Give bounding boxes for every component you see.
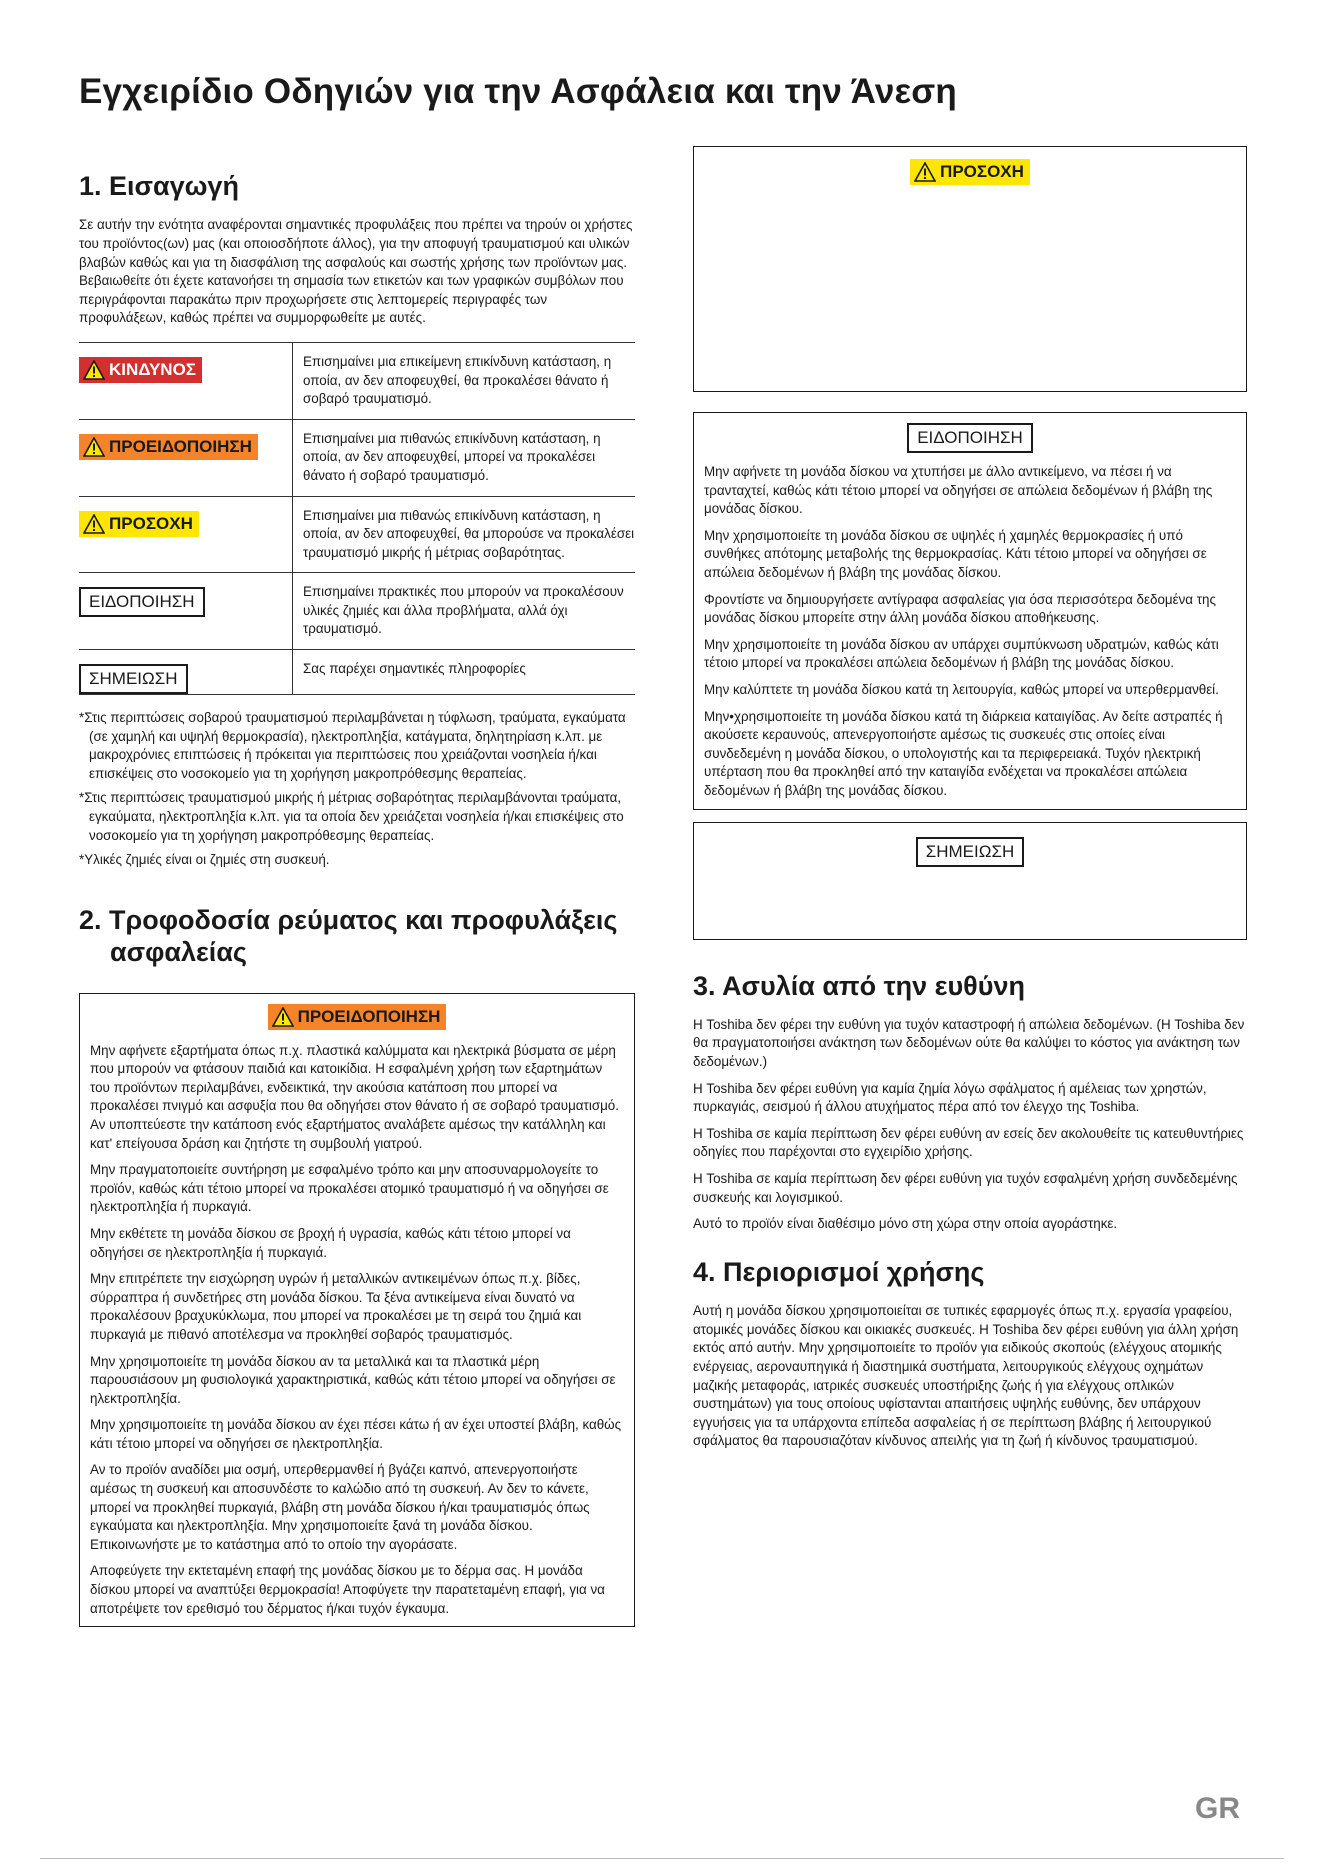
warning-triangle-icon [914,162,936,182]
section3-paragraph: Η Toshiba δεν φέρει την ευθύνη για τυχόν καταστροφή ή απώλεια δεδομένων. (Η Toshiba δεν θα πραγματοποιήσει ανάκτηση των δεδομένων ούτε θα καλύψει το κόστος για ανάκτηση των δεδομένων.) [693,1016,1245,1070]
warning-triangle-icon [83,360,105,380]
signal-word-legend [79,342,635,695]
warning-paragraph: Μην χρησιμοποιείτε τη μονάδα δίσκου αν τα μεταλλικά και τα πλαστικά μέρη παρουσιάσουν μη φυσιολογικά χαρακτηριστικά, καθώς κάτι τέτοιο μπορεί να οδηγήσει σε ηλεκτροπληξία. [90,1353,616,1406]
caution-badge [910,159,1030,185]
warning-badge [79,434,258,460]
danger-badge [79,357,202,383]
note-description: Σας παρέχει σημαντικές πληροφορίες [303,661,526,677]
right-column [693,146,1247,1459]
section2-heading [79,904,635,969]
section3-paragraph: Η Toshiba δεν φέρει ευθύνη για καμία ζημία λόγω σφάλματος ή αμέλειας των χρηστών, πυρκαγιάς, σεισμού ή άλλου ατυχήματος πέρα από τον έλεγχο της Toshiba. [693,1080,1207,1115]
warning-paragraph: Μην χρησιμοποιείτε τη μονάδα δίσκου αν έχει πέσει κάτω ή αν έχει υποστεί βλάβη, καθώς κάτι τέτοιο μπορεί να οδηγήσει σε ηλεκτροπληξία. [90,1417,622,1451]
warning-description: Επισημαίνει μια πιθανώς επικίνδυνη κατάσταση, η οποία, αν δεν αποφευχθεί, μπορεί να προκαλέσει θάνατο ή σοβαρό τραυματισμό. [303,430,601,483]
caution-label: ΠΡΟΣΟΧΗ [109,513,193,533]
notice-paragraph: Μην χρησιμοποιείτε τη μονάδα δίσκου αν υπάρχει συμπύκνωση υδρατμών, καθώς κάτι τέτοιο μπορεί να προκαλέσει απώλεια δεδομένων ή βλάβη της μονάδας δίσκου. [704,636,1219,671]
footnotes [79,709,635,870]
warning-triangle-icon [83,437,105,457]
notice-paragraph: Μην καλύπτετε τη μονάδα δίσκου κατά τη λειτουργία, καθώς μπορεί να υπερθερμανθεί. [704,681,1219,697]
footnote: *Στις περιπτώσεις τραυματισμού μικρής ή μέτριας σοβαρότητας περιλαμβάνονται τραύματα, εγκαύματα, ηλεκτροπληξία κ.λπ. για τα οποία δεν χρειάζεται νοσηλεία ή/και επισκέψεις στο νοσοκομείο για τη χορήγηση μακροπρόθεσμης θεραπείας. [79,790,624,843]
note-box [693,822,1247,940]
warning-paragraph: Μην αφήνετε εξαρτήματα όπως π.χ. πλαστικά καλύμματα και ηλεκτρικά βύσματα σε μέρη που μπορούν να φτάσουν παιδιά και κατοικίδια. Η εσφαλμένη χρήση των εξαρτημάτων του προϊόντων περιλαμβάνει, ενδεικτικά, την ακούσια κατάποση που μπορεί να προκαλέσει πνιγμό και ασφυξία που θα οδηγήσει στον θάνατο ή σε σοβαρό τραυματισμό. Αν υποπτεύεστε την κατάποση ενός εξαρτήματος αναλάβετε αμέσως την κατάλληλη και κατ' επείγουσα δράση και ζητήστε τη συμβουλή γιατρού. [90,1042,619,1151]
danger-label: ΚΙΝΔΥΝΟΣ [109,359,196,379]
legend-row-caution [79,497,635,574]
note-badge: ΣΗΜΕΙΩΣΗ [916,837,1025,867]
warning-paragraph: Μην επιτρέπετε την εισχώρηση υγρών ή μεταλλικών αντικειμένων όπως π.χ. βίδες, σύρραπτρα ή συνδετήρες στη μονάδα δίσκου. Τα ξένα αντικείμενα είναι δυνατό να προκαλέσουν βραχυκύκλωμα, που μπορεί να προκαλέσει με τη σειρά του ζημιά και πυρκαγιά με πιθανό αποτέλεσμα να προκληθεί σοβαρός τραυματισμός. [90,1271,582,1342]
warning-paragraph: Αν το προϊόν αναδίδει μια οσμή, υπερθερμανθεί ή βγάζει καπνό, απενεργοποιήστε αμέσως τη συσκευή και αποσυνδέστε το καλώδιο από τη συσκευή. Αν δεν το κάνετε, μπορεί να προκληθεί πυρκαγιά, βλάβη στη μονάδα δίσκου ή/και τραυματισμός όπως εγκαύματα και ηλεκτροπληξία. Μην χρησιμοποιείτε ξανά τη μονάδα δίσκου. Επικοινωνήστε με το κατάστημα από το οποίο την αγοράσατε. [90,1462,590,1552]
caution-box [693,146,1247,392]
danger-description: Επισημαίνει μια επικείμενη επικίνδυνη κατάσταση, η οποία, αν δεν αποφευχθεί, θα προκαλέσει θάνατο ή σοβαρό τραυματισμό. [303,353,612,407]
section3-paragraph: Αυτό το προϊόν είναι διαθέσιμο μόνο στη χώρα στην οποία αγοράστηκε. [693,1216,1118,1232]
section1-heading: 1. Εισαγωγή [79,171,239,201]
warning-label: ΠΡΟΕΙΔΟΠΟΙΗΣΗ [109,436,252,456]
section2-heading-line1: 2. Τροφοδοσία ρεύματος και προφυλάξεις [79,904,618,935]
warning-box [79,993,635,1628]
section2-heading-line2: ασφαλείας [110,937,247,968]
bottom-divider [40,1858,1284,1859]
page-title: Εγχειρίδιο Οδηγιών για την Ασφάλεια και την Άνεση [79,72,958,111]
notice-paragraph: Μην χρησιμοποιείτε τη μονάδα δίσκου σε υψηλές ή χαμηλές θερμοκρασίες ή υπό συνθήκες απότομης μεταβολής της θερμοκρασίας. Κάτι τέτοιο μπορεί να οδηγήσει σε απώλεια δεδομένων ή βλάβη της μονάδας δίσκου. [704,527,1207,580]
notice-paragraph: Μην αφήνετε τη μονάδα δίσκου να χτυπήσει με άλλο αντικείμενο, να πέσει ή να τρανταχτεί, καθώς κάτι τέτοιο μπορεί να οδηγήσει σε απώλεια δεδομένων ή βλάβη της μονάδας δίσκου. [704,464,1213,517]
section1-intro: Σε αυτήν την ενότητα αναφέρονται σημαντικές προφυλάξεις που πρέπει να τηρούν οι χρήστες του προϊόντος(ων) μας (και οποιοσδήποτε άλλος), για την αποφυγή τραυματισμού και υλικών βλαβών καθώς και για τη διασφάλιση της ασφαλούς και σωστής χρήσης των προϊόντων μας. Βεβαιωθείτε ότι έχετε κατανοήσει τη σημασία των ετικετών και των γραφικών συμβόλων που περιγράφονται παρακάτω πριν προχωρήσετε στις λεπτομερείς περιγραφές των προφυλάξεων, καθώς πρέπει να συμμορφωθείτε με αυτές. [79,217,633,326]
warning-paragraph: Αποφεύγετε την εκτεταμένη επαφή της μονάδας δίσκου με το δέρμα σας. Η μονάδα δίσκου μπορεί να αναπτύξει θερμοκρασία! Αποφύγετε την παρατεταμένη επαφή, για να αποτρέψετε τον ερεθισμό του δέρματος ή/και τυχόν έγκαυμα. [90,1563,605,1616]
notice-badge: ΕΙΔΟΠΟΙΗΣΗ [79,587,205,617]
legend-row-danger [79,343,635,420]
warning-paragraph: Μην πραγματοποιείτε συντήρηση με εσφαλμένο τρόπο και μην αποσυναρμολογείτε το προϊόν, καθώς κάτι τέτοιο μπορεί να προκαλέσει ατομικό τραυματισμό ή να οδηγήσει σε ηλεκτροπληξία ή πυρκαγιά. [90,1162,609,1215]
section4-heading: 4. Περιορισμοί χρήσης [693,1256,985,1287]
caution-label: ΠΡΟΣΟΧΗ [940,162,1024,181]
warning-badge [268,1004,447,1030]
section3-paragraph: Η Toshiba σε καμία περίπτωση δεν φέρει ευθύνη για τυχόν εσφαλμένη χρήση συνδεδεμένης συσκευής και λογισμικού. [693,1171,1238,1205]
language-mark: GR [1195,1792,1240,1825]
notice-description: Επισημαίνει πρακτικές που μπορούν να προκαλέσουν υλικές ζημιές και άλλα προβλήματα, αλλά όχι τραυματισμό. [303,584,624,637]
footnote: *Στις περιπτώσεις σοβαρού τραυματισμού περιλαμβάνεται η τύφλωση, τραύματα, εγκαύματα (σε χαμηλή και υψηλή θερμοκρασία), ηλεκτροπληξία, κατάγματα, δηλητηρίαση κ.λπ. με μακροχρόνιες επιπτώσεις ή πρόκειται για περιπτώσεις που χρειάζονται νοσηλεία ή/και επισκέψεις στο νοσοκομείο για τη χορήγηση μακροπρόθεσμης θεραπείας. [79,710,626,781]
left-column [79,170,635,1627]
legend-row-warning [79,420,635,497]
warning-paragraph: Μην εκθέτετε τη μονάδα δίσκου σε βροχή ή υγρασία, καθώς κάτι τέτοιο μπορεί να οδηγήσει σε ηλεκτροπληξία ή πυρκαγιά. [90,1225,571,1260]
note-badge: ΣΗΜΕΙΩΣΗ [79,664,188,694]
footnote: *Υλικές ζημιές είναι οι ζημιές στη συσκευή. [79,852,330,868]
warning-label: ΠΡΟΕΙΔΟΠΟΙΗΣΗ [297,1006,441,1026]
section3-heading: 3. Ασυλία από την ευθύνη [693,970,1025,1001]
warning-triangle-icon [272,1007,294,1027]
legend-row-notice [79,573,635,650]
notice-badge: ΕΙΔΟΠΟΙΗΣΗ [907,423,1033,453]
caution-description: Επισημαίνει μια πιθανώς επικίνδυνη κατάσταση, η οποία, αν δεν αποφευχθεί, θα μπορούσε να προκαλέσει τραυματισμό μικρής ή μέτριας σοβαρότητας. [303,507,635,560]
notice-paragraph: Φροντίστε να δημιουργήσετε αντίγραφα ασφαλείας για όσα περισσότερα δεδομένα της μονάδας δίσκου μπορείτε στην άλλη μονάδα δίσκου αποθήκευσης. [704,591,1216,626]
notice-box [693,412,1247,810]
section3-paragraph: Η Toshiba σε καμία περίπτωση δεν φέρει ευθύνη αν εσείς δεν ακολουθείτε τις κατευθυντήριες οδηγίες που παρέχονται στο εγχειρίδιο χρήσης. [693,1125,1244,1160]
notice-paragraph: Μην•χρησιμοποιείτε τη μονάδα δίσκου κατά τη διάρκεια καταιγίδας. Αν δείτε αστραπές ή ακούσετε κεραυνούς, απενεργοποιήστε αμέσως τις συσκευές στις οποίες είναι συνδεδεμένη η μονάδα δίσκου, ο υπολογιστής και τα περιφερειακά. Τυχόν ηλεκτρική υπέρταση που θα προκληθεί από την καταιγίδα ενδέχεται να προκαλέσει απώλεια δεδομένων ή βλάβη της μονάδας δίσκου. [704,708,1223,798]
legend-row-note [79,650,635,695]
section4-paragraph: Αυτή η μονάδα δίσκου χρησιμοποιείται σε τυπικές εφαρμογές όπως π.χ. εργασία γραφείου, ατομικές μονάδες δίσκου και οικιακές συσκευές. Η Toshiba δεν φέρει ευθύνη για άλλη χρήση εκτός από αυτήν. Μην χρησιμοποιείτε το προϊόν για ειδικούς σκοπούς (ελέγχους ατομικής ενέργειας, αεροναυπηγικά ή διαστημικά συστήματα, λειτουργικούς ελέγχους οχημάτων μαζικής μεταφοράς, ιατρικές συσκευές υποστήριξης ζωής ή για ελέγχους οπλικών συστημάτων) για τους οποίους υφίστανται απαιτήσεις υψηλής ευθύνης, δεν υπάρχουν εγγυήσεις για τα υπάρχοντα επίπεδα ασφαλείας ή σε περίπτωση βλάβης ή λειτουργικού σφάλματος θα παρουσιαζόταν κίνδυνος απειλής για τη ζωή ή κίνδυνος τραυματισμού. [693,1303,1239,1449]
warning-triangle-icon [83,514,105,534]
caution-badge [79,511,199,537]
